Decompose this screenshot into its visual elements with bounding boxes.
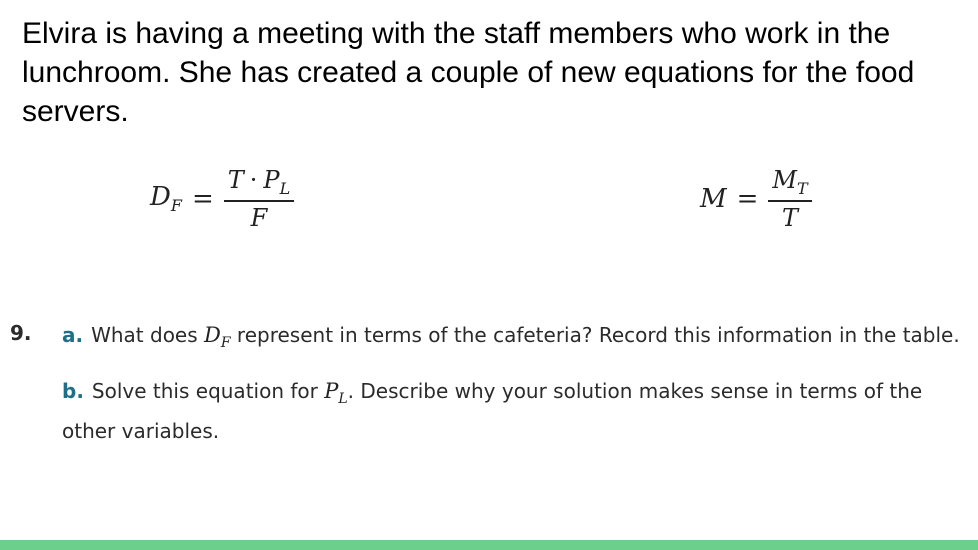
equation-df-equals: = [191, 183, 214, 214]
question-part-a [62, 321, 967, 357]
equation-m-denominator: T [782, 203, 799, 232]
equation-df-fraction [224, 166, 294, 232]
equation-m-lhs: M [700, 183, 727, 214]
equation-m-equals: = [736, 183, 759, 214]
equation-m-numerator: $M_T$ [772, 166, 808, 198]
part-a-text-before: What does [91, 323, 205, 347]
equation-df-lhs: $D_F$ [150, 182, 182, 216]
equation-m [700, 166, 812, 232]
question-part-b [62, 375, 967, 447]
equation-df-numerator: $T \cdot P_L$ [227, 166, 291, 198]
part-a-variable: $D_F$ [204, 323, 231, 351]
part-b-variable: $P_L$ [324, 379, 348, 407]
equation-m-fraction [768, 166, 811, 232]
part-b-letter: b. [62, 379, 84, 403]
equation-df [150, 166, 294, 232]
bottom-accent-bar [0, 540, 978, 550]
part-b-text-before: Solve this equation for [91, 379, 325, 403]
question-number: 9. [10, 321, 32, 345]
equation-df-denominator: F [250, 203, 268, 232]
part-a-text-after: represent in terms of the cafeteria? Record this information in the table. [230, 323, 960, 347]
intro-text: Elvira is having a meeting with the staff members who work in the lunchroom. She has created a couple of new equations for the food servers. [22, 17, 915, 128]
part-b-text-after: . Describe why your solution makes sense in terms of the other variables. [62, 379, 923, 443]
part-a-letter: a. [62, 323, 84, 347]
